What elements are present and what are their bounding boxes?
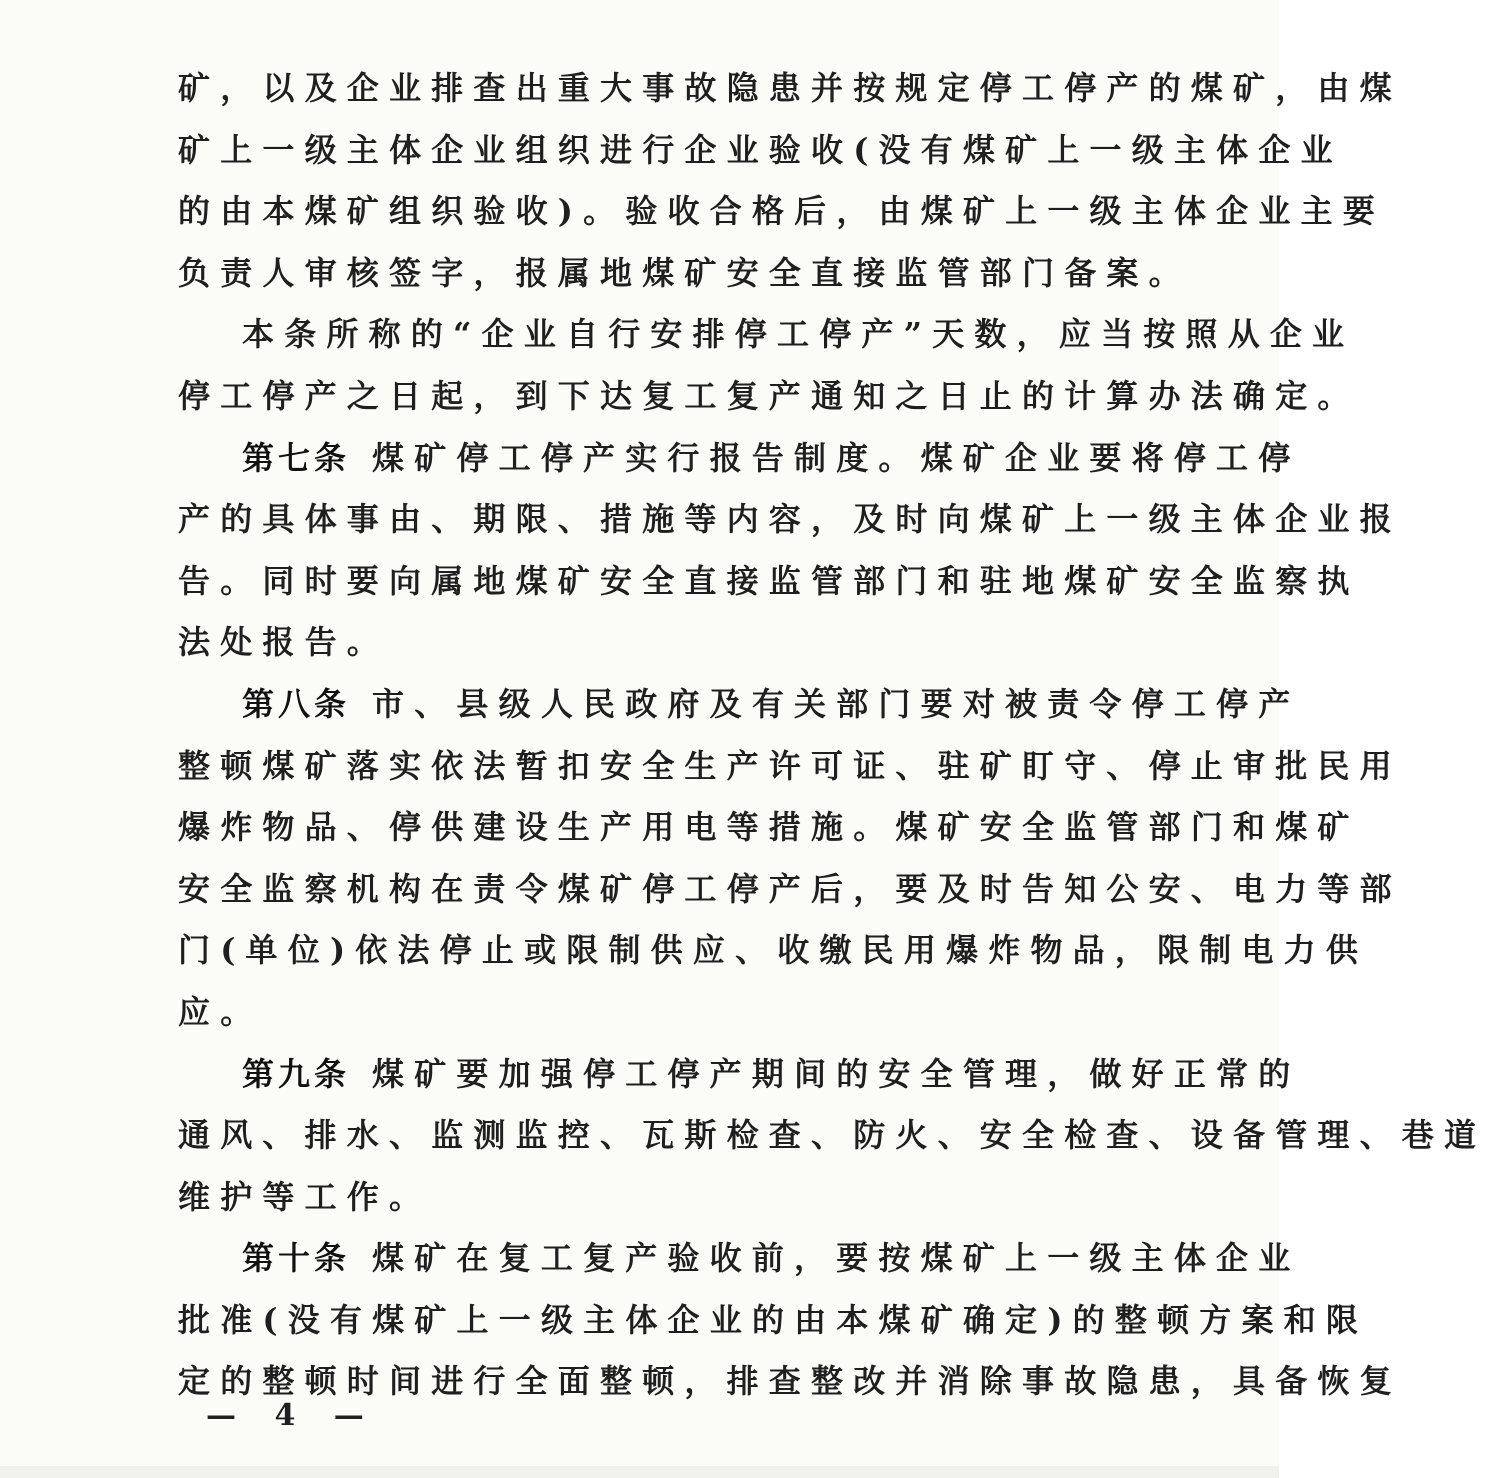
text-line xyxy=(178,1044,1301,1106)
text-line xyxy=(178,859,1402,921)
line-text: 负责人审核签字，报属地煤矿安全直接监管部门备案。 xyxy=(178,253,1191,292)
text-line xyxy=(178,797,1360,859)
line-text: 安全监察机构在责令煤矿停工停产后，要及时告知公安、电力等部 xyxy=(178,869,1402,908)
article-heading: 第七条 xyxy=(242,438,351,477)
line-text: 告。同时要向属地煤矿安全直接监管部门和驻地煤矿安全监察执 xyxy=(178,561,1360,600)
line-text: 应。 xyxy=(178,992,263,1031)
text-line xyxy=(178,181,1385,243)
page-bottom-edge xyxy=(0,1466,1279,1478)
text-line xyxy=(178,982,1038,1044)
line-text: 爆炸物品、停供建设生产用电等措施。煤矿安全监管部门和煤矿 xyxy=(178,808,1360,847)
page-number: — 4 — xyxy=(206,1398,378,1433)
line-text: 产的具体事由、期限、措施等内容，及时向煤矿上一级主体企业报 xyxy=(178,500,1402,539)
text-line xyxy=(178,304,1355,366)
document-body xyxy=(178,58,1486,1413)
line-text: 矿，以及企业排查出重大事故隐患并按规定停工停产的煤矿，由煤 xyxy=(178,69,1402,107)
text-line xyxy=(178,736,1402,798)
line-text: 煤矿要加强停工停产期间的安全管理，做好正常的 xyxy=(372,1054,1301,1093)
line-text: 定的整顿时间进行全面整顿，排查整改并消除事故隐患，具备恢复 xyxy=(178,1362,1402,1401)
line-text: 煤矿在复工复产验收前，要按煤矿上一级主体企业 xyxy=(372,1239,1301,1278)
line-text: 市、县级人民政府及有关部门要对被责令停工停产 xyxy=(372,684,1301,723)
text-line xyxy=(178,58,1402,120)
line-text: 通风、排水、监测监控、瓦斯检查、防火、安全检查、设备管理、巷道 xyxy=(178,1116,1486,1155)
text-line xyxy=(178,428,1301,490)
line-text: 法处报告。 xyxy=(178,623,390,662)
text-line xyxy=(178,920,1369,982)
line-text: 批准(没有煤矿上一级主体企业的由本煤矿确定)的整顿方案和限 xyxy=(178,1300,1369,1339)
text-line xyxy=(178,612,1038,674)
line-text: 门(单位)依法停止或限制供应、收缴民用爆炸物品，限制电力供 xyxy=(178,931,1369,970)
text-line xyxy=(178,1105,1486,1167)
line-text: 矿上一级主体企业组织进行企业验收(没有煤矿上一级主体企业 xyxy=(178,130,1343,169)
line-text: 整顿煤矿落实依法暂扣安全生产许可证、驻矿盯守、停止审批民用 xyxy=(178,746,1402,785)
text-line xyxy=(178,120,1343,182)
text-line xyxy=(178,1228,1301,1290)
text-line xyxy=(178,674,1301,736)
article-heading: 第十条 xyxy=(242,1239,351,1278)
line-text: 停工停产之日起，到下达复工复产通知之日止的计算办法确定。 xyxy=(178,376,1360,415)
text-line xyxy=(178,243,1191,305)
text-line xyxy=(178,1167,1038,1229)
article-heading: 第九条 xyxy=(242,1054,351,1093)
line-text: 维护等工作。 xyxy=(178,1177,432,1216)
text-line xyxy=(178,1290,1369,1352)
line-text: 的由本煤矿组织验收)。验收合格后，由煤矿上一级主体企业主要 xyxy=(178,192,1385,231)
text-line xyxy=(178,489,1402,551)
text-line xyxy=(178,366,1360,428)
line-text: 本条所称的“企业自行安排停工停产”天数，应当按照从企业 xyxy=(242,315,1355,354)
text-line xyxy=(178,551,1360,613)
article-heading: 第八条 xyxy=(242,684,351,723)
line-text: 煤矿停工停产实行报告制度。煤矿企业要将停工停 xyxy=(372,438,1301,477)
